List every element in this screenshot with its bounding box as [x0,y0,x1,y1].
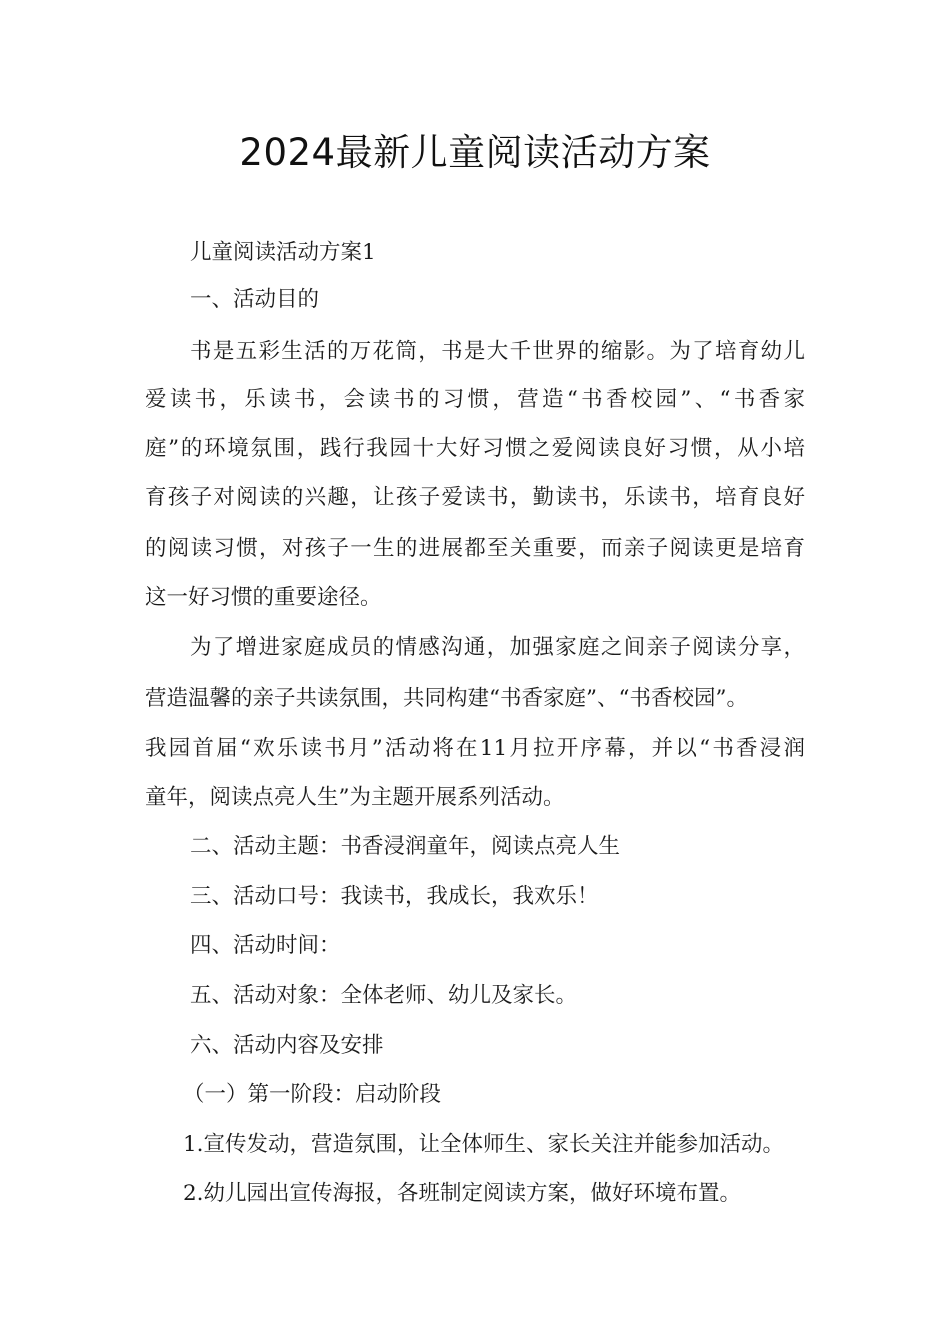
paragraph-1-line-4: 育孩子对阅读的兴趣，让孩子爱读书，勤读书，乐读书，培育良好 [145,485,805,510]
list-item-1: 1.宣传发动，营造氛围，让全体师生、家长关注并能参加活动。 [183,1132,785,1157]
heading-activity-time: 四、活动时间： [190,933,341,958]
paragraph-1-line-2: 爱读书，乐读书，会读书的习惯，营造“书香校园”、“书香家 [145,387,805,412]
heading-activity-content: 六、活动内容及安排 [190,1033,384,1058]
paragraph-2-line-3: 我园首届“欢乐读书月”活动将在11月拉开序幕，并以“书香浸润 [145,736,805,761]
paragraph-1-line-6: 这一好习惯的重要途径。 [145,585,382,610]
paragraph-1-line-5: 的阅读习惯，对孩子一生的进展都至关重要，而亲子阅读更是培育 [145,536,805,561]
document-title: 2024最新儿童阅读活动方案 [239,131,711,174]
heading-activity-audience: 五、活动对象：全体老师、幼儿及家长。 [190,983,578,1008]
heading-activity-theme: 二、活动主题：书香浸润童年，阅读点亮人生 [190,834,621,859]
section-heading-plan-1: 儿童阅读活动方案1 [190,240,376,265]
heading-activity-slogan: 三、活动口号：我读书，我成长，我欢乐！ [190,884,599,909]
paragraph-1-line-1: 书是五彩生活的万花筒，书是大千世界的缩影。为了培育幼儿 [190,339,805,364]
heading-activity-purpose: 一、活动目的 [190,287,320,312]
paragraph-2-line-2: 营造温馨的亲子共读氛围，共同构建“书香家庭”、“书香校园”。 [145,686,748,711]
subheading-stage-1: （一）第一阶段：启动阶段 [183,1082,442,1107]
paragraph-1-line-3: 庭”的环境氛围，践行我园十大好习惯之爱阅读良好习惯，从小培 [145,436,805,461]
paragraph-2-line-1: 为了增进家庭成员的情感沟通，加强家庭之间亲子阅读分享， [190,635,805,660]
list-item-2: 2.幼儿园出宣传海报，各班制定阅读方案，做好环境布置。 [183,1181,742,1206]
paragraph-2-line-4: 童年，阅读点亮人生”为主题开展系列活动。 [145,785,565,810]
